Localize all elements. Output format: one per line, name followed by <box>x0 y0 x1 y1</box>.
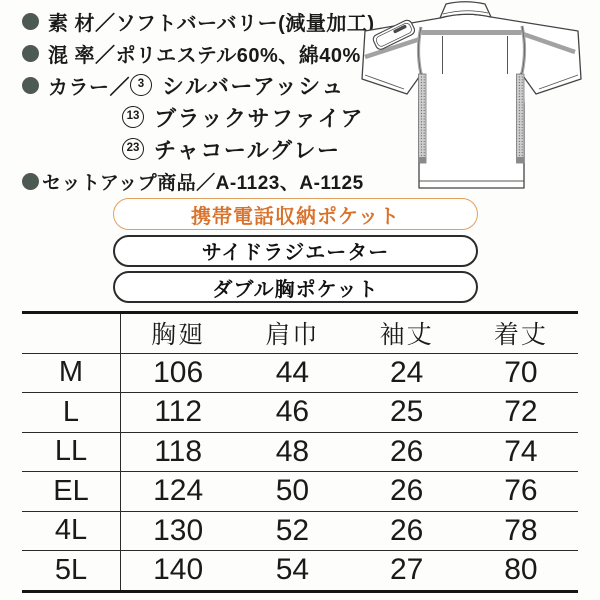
column-header: 着丈 <box>493 321 548 350</box>
table-row <box>22 392 578 432</box>
size-label-cell: M <box>22 354 121 393</box>
vent-tack-left <box>419 157 427 163</box>
blend-value: ポリエステル60%、綿40% <box>115 44 361 67</box>
spec-color-row <box>22 69 374 101</box>
blend-label: 混 率／ <box>48 44 116 67</box>
size-header-cell <box>22 314 121 353</box>
material-value: ソフトバーバリー(減量加工) <box>115 12 375 35</box>
shirt-back-illustration <box>336 0 592 198</box>
bullet-icon <box>22 45 39 62</box>
size-label-cell: EL <box>22 472 121 511</box>
table-header-row <box>22 314 578 353</box>
spec-blend-row <box>22 37 374 69</box>
bullet-icon <box>22 77 39 94</box>
feature-label: サイドラジエーター <box>201 242 390 264</box>
size-table <box>22 311 578 593</box>
value-cell: 26 <box>389 474 424 508</box>
size-label-cell: 4L <box>22 512 121 551</box>
table-row <box>22 353 578 393</box>
spec-material-row <box>22 5 374 37</box>
size-label-cell: 5L <box>22 551 121 590</box>
size-label-cell: L <box>22 393 121 432</box>
spec-color-row <box>22 101 374 133</box>
value-cell: 130 <box>153 513 204 547</box>
value-cell: 27 <box>389 553 424 587</box>
value-cell: 112 <box>154 395 203 429</box>
feature-pill-side-radiator <box>113 235 478 267</box>
column-header: 袖丈 <box>379 321 434 350</box>
vent-tack-right <box>517 157 525 163</box>
value-cell: 52 <box>275 513 310 547</box>
color-name: チャコールグレー <box>154 137 341 163</box>
bullet-icon <box>22 13 39 30</box>
value-cell: 46 <box>275 395 310 429</box>
value-cell: 74 <box>504 434 538 468</box>
value-cell: 44 <box>275 355 310 389</box>
table-row <box>22 511 578 551</box>
column-header: 胸廻 <box>151 321 206 350</box>
feature-pill-double-chest-pocket <box>113 271 478 303</box>
color-number-badge: 23 <box>122 138 144 160</box>
setup-label: セットアップ商品／ <box>42 172 216 194</box>
product-specs <box>22 5 374 197</box>
bullet-icon <box>22 173 39 190</box>
spec-setup-row <box>22 165 374 197</box>
value-cell: 25 <box>389 395 424 429</box>
feature-label: 携帯電話収納ポケット <box>191 205 400 228</box>
value-cell: 76 <box>504 474 538 508</box>
table-row <box>22 550 578 590</box>
color-name: ブラックサファイア <box>154 105 364 131</box>
feature-pills <box>113 198 478 308</box>
material-label: 素 材／ <box>48 12 116 35</box>
feature-pill-phone-pocket <box>113 198 478 230</box>
value-cell: 24 <box>389 355 424 389</box>
setup-value: A-1123、A-1125 <box>215 172 364 194</box>
column-header: 肩巾 <box>265 321 320 350</box>
color-number-badge: 13 <box>122 106 144 128</box>
value-cell: 106 <box>153 355 204 389</box>
feature-label: ダブル胸ポケット <box>212 278 379 301</box>
spec-color-row <box>22 133 374 165</box>
yoke-band <box>422 30 522 35</box>
value-cell: 50 <box>275 474 310 508</box>
table-row <box>22 432 578 472</box>
value-cell: 78 <box>504 513 538 547</box>
value-cell: 54 <box>275 553 310 587</box>
color-number-badge: 3 <box>130 74 152 96</box>
table-row <box>22 471 578 511</box>
value-cell: 72 <box>504 395 538 429</box>
color-label: カラー／ <box>48 76 130 99</box>
value-cell: 118 <box>154 434 203 468</box>
side-vent-left <box>419 74 427 163</box>
size-label-cell: LL <box>22 433 121 472</box>
value-cell: 48 <box>275 434 310 468</box>
value-cell: 140 <box>153 553 204 587</box>
color-name: シルバーアッシュ <box>162 73 345 99</box>
value-cell: 80 <box>504 553 538 587</box>
value-cell: 124 <box>153 474 204 508</box>
value-cell: 70 <box>504 355 538 389</box>
value-cell: 26 <box>389 434 424 468</box>
side-vent-right <box>517 74 525 163</box>
value-cell: 26 <box>389 513 424 547</box>
